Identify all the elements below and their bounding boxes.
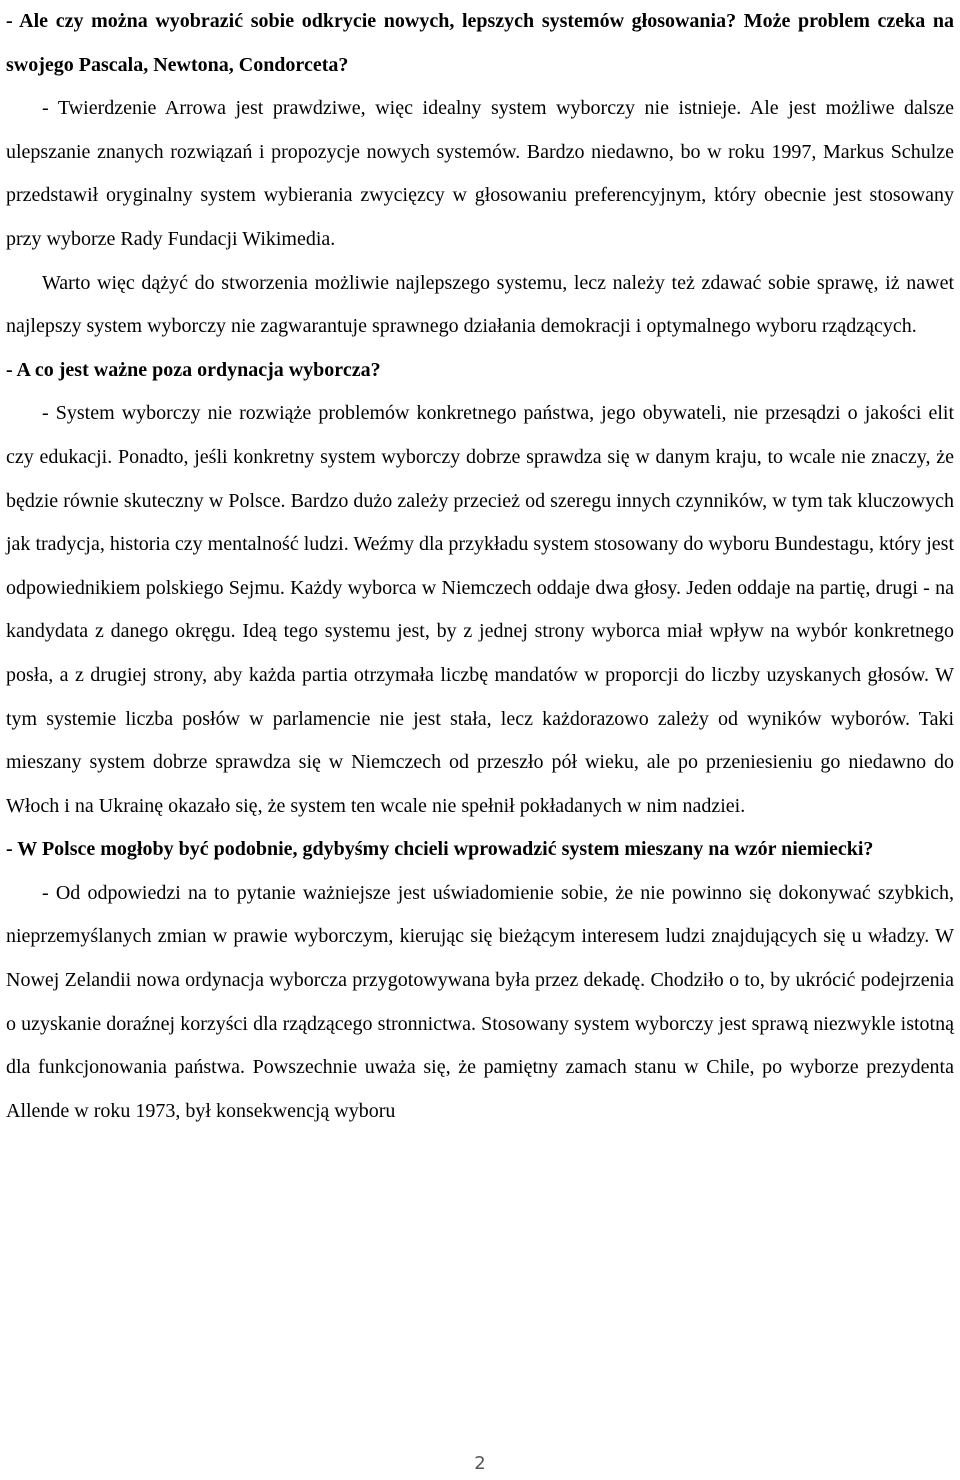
question-arrow-paradox: - Ale czy można wyobrazić sobie odkrycie nowych, lepszych systemów głosowania? Może problem czeka na swojego Pascala, Newtona, Condorceta? xyxy=(6,10,954,76)
answer-best-system: Warto więc dążyć do stworzenia możliwie najlepszego systemu, lecz należy też zdawać sobie sprawę, iż nawet najlepszy system wyborczy nie zagwarantuje sprawnego działania demokracji i optymalnego wyboru rządzących. xyxy=(6,271,954,338)
question-what-matters: - A co jest ważne poza ordynacja wyborcza? xyxy=(6,358,381,381)
page-number: 2 xyxy=(474,1453,486,1474)
answer-arrow-theorem: - Twierdzenie Arrowa jest prawdziwe, więc idealny system wyborczy nie istnieje. Ale jest możliwe dalsze ulepszanie znanych rozwiązań i propozycje nowych systemów. Bardzo niedawno, bo w roku 1997, Markus Schulze przedstawił oryginalny system wybierania zwycięzcy w głosowaniu preferencyjnym, który obecnie jest stosowany przy wyborze Rady Fundacji Wikimedia. xyxy=(6,97,954,250)
question-poland-mixed-system: - W Polsce mogłoby być podobnie, gdybyśmy chcieli wprowadzić system mieszany na wzór niemiecki? xyxy=(6,838,874,861)
document-page xyxy=(6,0,954,1133)
answer-bundestag-example: - System wyborczy nie rozwiąże problemów konkretnego państwa, jego obywateli, nie przesądzi o jakości elit czy edukacji. Ponadto, jeśli konkretny system wyborczy dobrze sprawdza się w danym kraju, to wcale nie znaczy, że będzie równie skuteczny w Polsce. Bardzo dużo zależy przecież od szeregu innych czynników, w tym tak kluczowych jak tradycja, historia czy mentalność ludzi. Weźmy dla przykładu system stosowany do wyboru Bundestagu, który jest odpowiednikiem polskiego Sejmu. Każdy wyborca w Niemczech oddaje dwa głosy. Jeden oddaje na partię, drugi - na kandydata z danego okręgu. Ideą tego systemu jest, by z jednej strony wyborca miał wpływ na wybór konkretnego posła, a z drugiej strony, aby każda partia otrzymała liczbę mandatów w proporcji do liczby uzyskanych głosów. W tym systemie liczba posłów w parlamencie nie jest stała, lecz każdorazowo zależy od wyników wyborów. Taki mieszany system dobrze sprawdza się w Niemczech od przeszło pół wieku, ale po przeniesieniu go niedawno do Włoch i na Ukrainę okazało się, że system ten wcale nie spełnił pokładanych w nim nadziei. xyxy=(6,402,954,817)
answer-new-zealand: - Od odpowiedzi na to pytanie ważniejsze jest uświadomienie sobie, że nie powinno się dokonywać szybkich, nieprzemyślanych zmian w prawie wyborczym, kierując się bieżącym interesem ludzi znajdujących się u władzy. W Nowej Zelandii nowa ordynacja wyborcza przygotowywana była przez dekadę. Chodziło o to, by ukrócić podejrzenia o uzyskanie doraźnej korzyści dla rządzącego stronnictwa. Stosowany system wyborczy jest sprawą niezwykle istotną dla funkcjonowania państwa. Powszechnie uważa się, że pamiętny zamach stanu w Chile, po wyborze prezydenta Allende w roku 1973, był konsekwencją wyboru xyxy=(6,881,954,1122)
